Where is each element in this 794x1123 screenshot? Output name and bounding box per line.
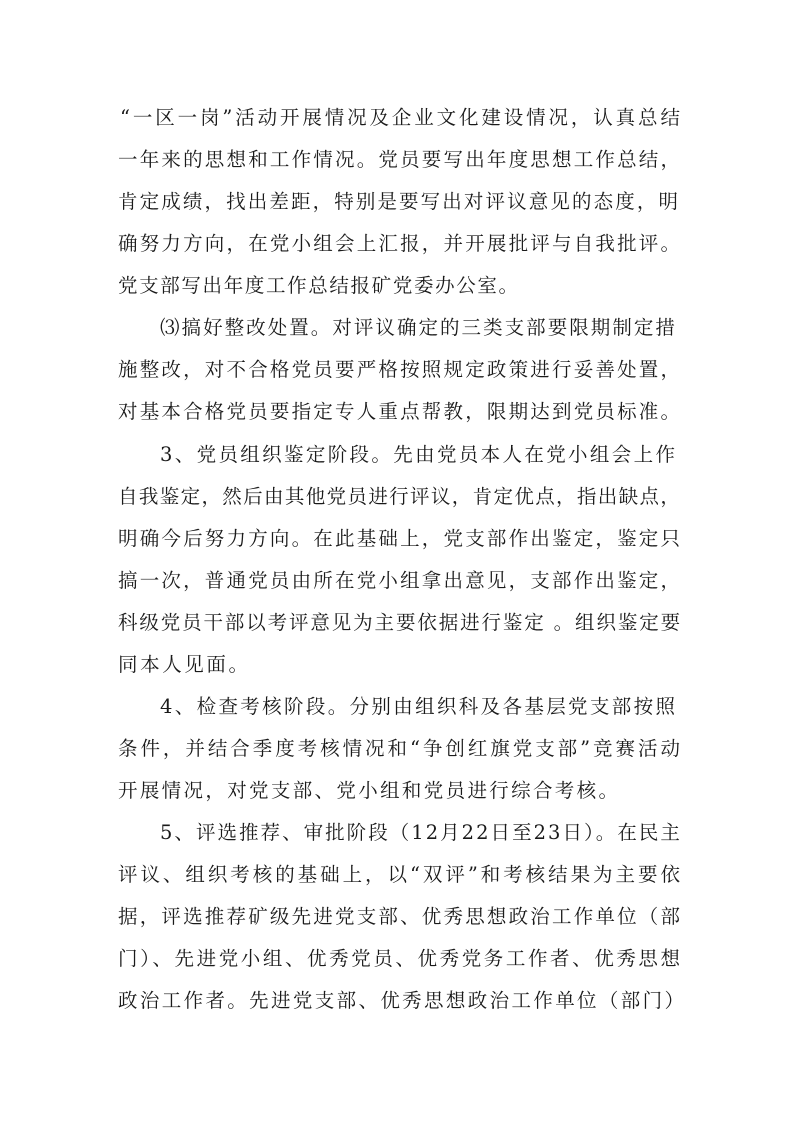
text-line: 确努力方向，在党小组会上汇报，并开展批评与自我批评。 [118, 232, 683, 255]
text-line: 施整改，对不合格党员要严格按照规定政策进行妥善处置， [118, 358, 683, 381]
text-line: 开展情况，对党支部、党小组和党员进行综合考核。 [118, 779, 621, 802]
text-line: 评议、组织考核的基础上，以“双评”和考核结果为主要依 [118, 863, 683, 886]
text-line: 3、党员组织鉴定阶段。先由党员本人在党小组会上作 [160, 443, 678, 466]
text-line: 一年来的思想和工作情况。党员要写出年度思想工作总结， [118, 148, 683, 171]
text-line: 门）、先进党小组、优秀党员、优秀党务工作者、优秀思想 [118, 947, 683, 970]
text-line: 据，评选推荐矿级先进党支部、优秀思想政治工作单位（部 [118, 905, 683, 928]
text-line: 5、评选推荐、审批阶段（12月22日至23日）。在民主 [160, 821, 682, 844]
text-line: 对基本合格党员要指定专人重点帮教，限期达到党员标准。 [118, 400, 683, 423]
text-line: ⑶搞好整改处置。对评议确定的三类支部要限期制定措 [160, 316, 677, 339]
text-line: 条件，并结合季度考核情况和“争创红旗党支部”竞赛活动 [118, 737, 683, 760]
text-line: 肯定成绩，找出差距，特别是要写出对评议意见的态度，明 [118, 190, 681, 213]
text-line: 党支部写出年度工作总结报矿党委办公室。 [118, 274, 520, 297]
text-line: 科级党员干部以考评意见为主要依据进行鉴定 。组织鉴定要 [118, 611, 682, 634]
text-line: “一区一岗”活动开展情况及企业文化建设情况，认真总结 [120, 106, 683, 129]
text-line: 政治工作者。先进党支部、优秀思想政治工作单位（部门） [118, 989, 687, 1012]
text-line: 搞一次，普通党员由所在党小组拿出意见，支部作出鉴定， [118, 569, 683, 592]
text-line: 4、检查考核阶段。分别由组织科及各基层党支部按照 [160, 695, 678, 718]
text-line: 同本人见面。 [118, 653, 251, 676]
text-line: 自我鉴定，然后由其他党员进行评议，肯定优点，指出缺点， [118, 485, 682, 508]
text-line: 明确今后努力方向。在此基础上，党支部作出鉴定，鉴定只 [118, 527, 683, 550]
